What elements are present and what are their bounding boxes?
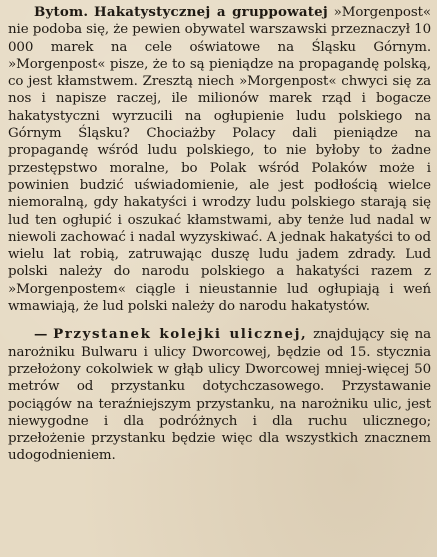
article-body: »Morgenpost« nie podoba się, że pewien obywatel warszawski przeznaczył 10 000 marek na cele oświatowe na Śląsku Górnym. »Morgenpost« pisze, że to są pieniądze na propagandę polską, co jest kłamstwem. Zresztą niech »Morgenpost« chwyci się za nos i napisze raczej, ile milionów marek rząd i bogacze hakatystyczni wyrzucili na ogłupienie ludu polskiego na Górnym Śląsku? Chociażby Polacy dali pieniądze na propagandę wśród ludu polskiego, to nie byłoby to żadne przestępstwo moralne, bo Polak wśród Polaków może i powinien budzić uświadomienie, ale jest podłością wielce niemoralną, gdy hakatyści i wrodzy ludu polskiego starają się lud ten ogłupić i oszukać kłamstwami, aby tenże lud nadal w niewoli zachować i nadal wyzyskiwać. A jednak hakatyści to od wielu lat robią, zatruwając duszę ludu jadem zdrady. Lud polski należy do narodu polskiego a hakatyści razem z »Morgenpostem« ciągle i nieustannie lud ogłupiają i weń wmawiają, że lud polski należy do narodu hakatystów. — [8, 5, 431, 315]
article-headline: Hakatystycznej a gruppowatej — [93, 4, 328, 20]
article-dash: — — [34, 326, 48, 343]
article-headline: Przystanek kolejki ulicznej, — [53, 326, 308, 343]
article-dateline: Bytom. — [34, 4, 89, 20]
article-body: znajdujący się na narożniku Bulwaru i ulicy Dworcowej, będzie od 15. stycznia przełożony cokolwiek w głąb ulicy Dworcowej mniej-więcej 50 metrów od przystanku dotychczasowego. Przystawanie pociągów na teraźniejszym przystanku, na narożniku ulic, jest niewygodne i dla podróżnych i dla ruchu ulicznego; przełożenie przystanku będzie więc dla wszystkich znacznem udogodnieniem. — [8, 327, 431, 464]
article-paragraph — [8, 326, 431, 464]
article-paragraph — [8, 4, 431, 315]
article-tram-stop — [8, 326, 431, 464]
article-bytom — [8, 4, 431, 315]
